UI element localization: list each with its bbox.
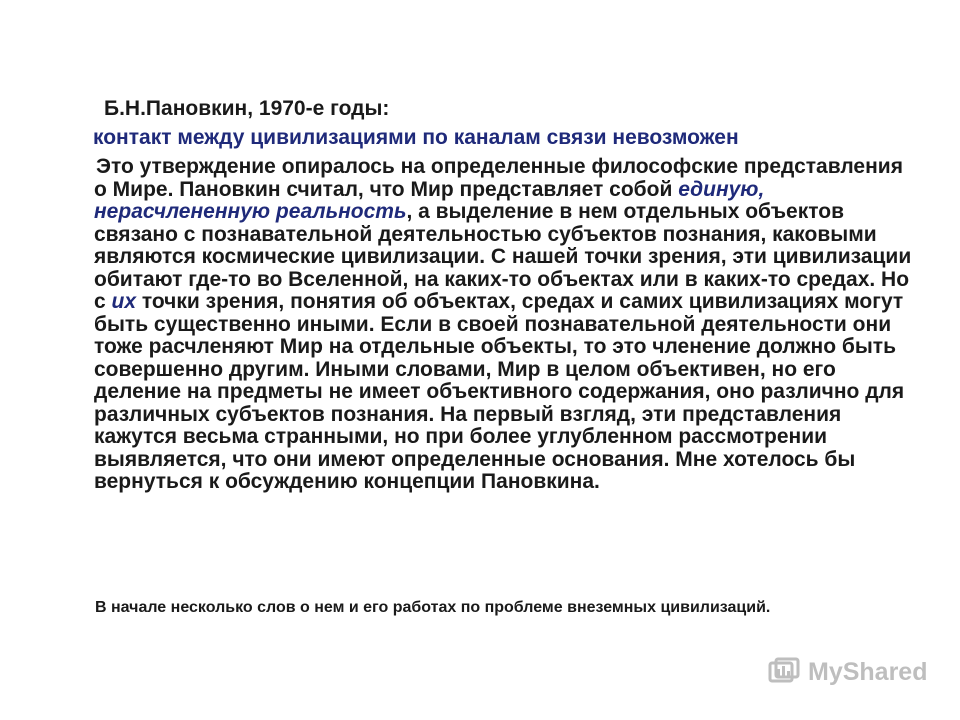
watermark-text: MyShared — [808, 657, 928, 686]
slide-heading: Б.Н.Пановкин, 1970-е годы: — [104, 97, 390, 120]
body-emphasis-2: их — [111, 290, 137, 313]
slide-subheading: контакт между цивилизациями по каналам связи невозможен — [93, 126, 739, 149]
watermark — [768, 657, 927, 687]
body-text-part-3: точки зрения, понятия об объектах, средах и самих цивилизациях могут быть существенно иными. Если в своей познавательной деятельности они тоже расчленяют Мир на отдельные объекты, то это членение должно быть совершенно другим. Иными словами, Мир в целом объективен, но его деление на предметы не имеет объективного содержания, оно различно для различных субъектов познания. На первый взгляд, эти представления кажутся весьма странными, но при более углубленном рассмотрении выявляется, что они имеют определенные основания. Мне хотелось бы вернуться к обсуждению концепции Пановкина. — [94, 290, 905, 493]
body-text-part-1: Это утверждение опиралось на определенные философские представления о Мире. Пановкин считал, что Мир представляет собой — [94, 155, 903, 201]
myshared-logo-icon — [768, 657, 802, 687]
footer-note: В начале несколько слов о нем и его работах по проблеме внеземных цивилизаций. — [95, 599, 771, 616]
body-emphasis-1: единую, нерасчлененную реальность — [94, 177, 765, 223]
body-text-part-2: , а выделение в нем отдельных объектов связано с познавательной деятельностью субъектов познания, каковыми являются космические цивилизации. С нашей точки зрения, эти цивилизации обитают где-то во Вселенной, на каких-то объектах или в каких-то средах. Но с — [94, 200, 912, 313]
body-paragraph — [94, 156, 914, 494]
